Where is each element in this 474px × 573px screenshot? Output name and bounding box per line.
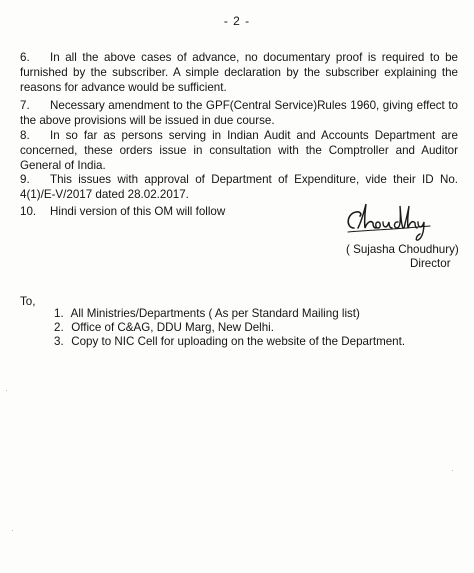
to-label: To, [20,295,36,308]
paragraph-number: 9. [20,173,30,186]
paragraph-text: Necessary amendment to the GPF(Central Service)Rules 1960, giving effect to the above provisions will be issued in due course. [20,99,458,127]
paragraph-number: 7. [20,99,30,112]
paragraph-6 [20,50,458,95]
paragraph-7 [20,98,458,128]
distribution-item [54,307,405,321]
paragraph-number: 6. [20,51,30,64]
distribution-item [54,335,405,349]
item-number: 3. [54,335,64,348]
distribution-list [54,307,405,349]
signatory-name: ( Sujasha Choudhury) [346,243,459,256]
paragraph-number: 10. [20,205,37,218]
handwritten-signature [340,198,432,244]
scan-speck [6,390,7,391]
paragraph-number: 8. [20,129,30,142]
item-text: All Ministries/Departments ( As per Standard Mailing list) [70,307,360,320]
signatory-designation: Director [410,257,451,270]
paragraph-text: This issues with approval of Department of Expenditure, vide their ID No. 4(1)/E-V/2017 dated 28.02.2017. [20,173,458,201]
item-text: Copy to NIC Cell for uploading on the website of the Department. [71,335,406,348]
distribution-item [54,321,405,335]
scan-speck [452,470,453,471]
page-number: - 2 - [223,14,251,28]
item-number: 1. [54,307,64,320]
paragraph-text: In all the above cases of advance, no documentary proof is required to be furnished by the subscriber. A simple declaration by the subscriber explaining the reasons for advance would be sufficient. [20,51,458,94]
item-number: 2. [54,321,64,334]
paragraph-8 [20,128,458,173]
scan-speck [12,530,13,531]
paragraph-10 [20,204,340,219]
item-text: Office of C&AG, DDU Marg, New Delhi. [71,321,274,334]
paragraph-text: In so far as persons serving in Indian Audit and Accounts Department are concerned, these orders issue in consultation with the Comptroller and Auditor General of India. [20,129,458,172]
paragraph-text: Hindi version of this OM will follow [50,205,226,218]
